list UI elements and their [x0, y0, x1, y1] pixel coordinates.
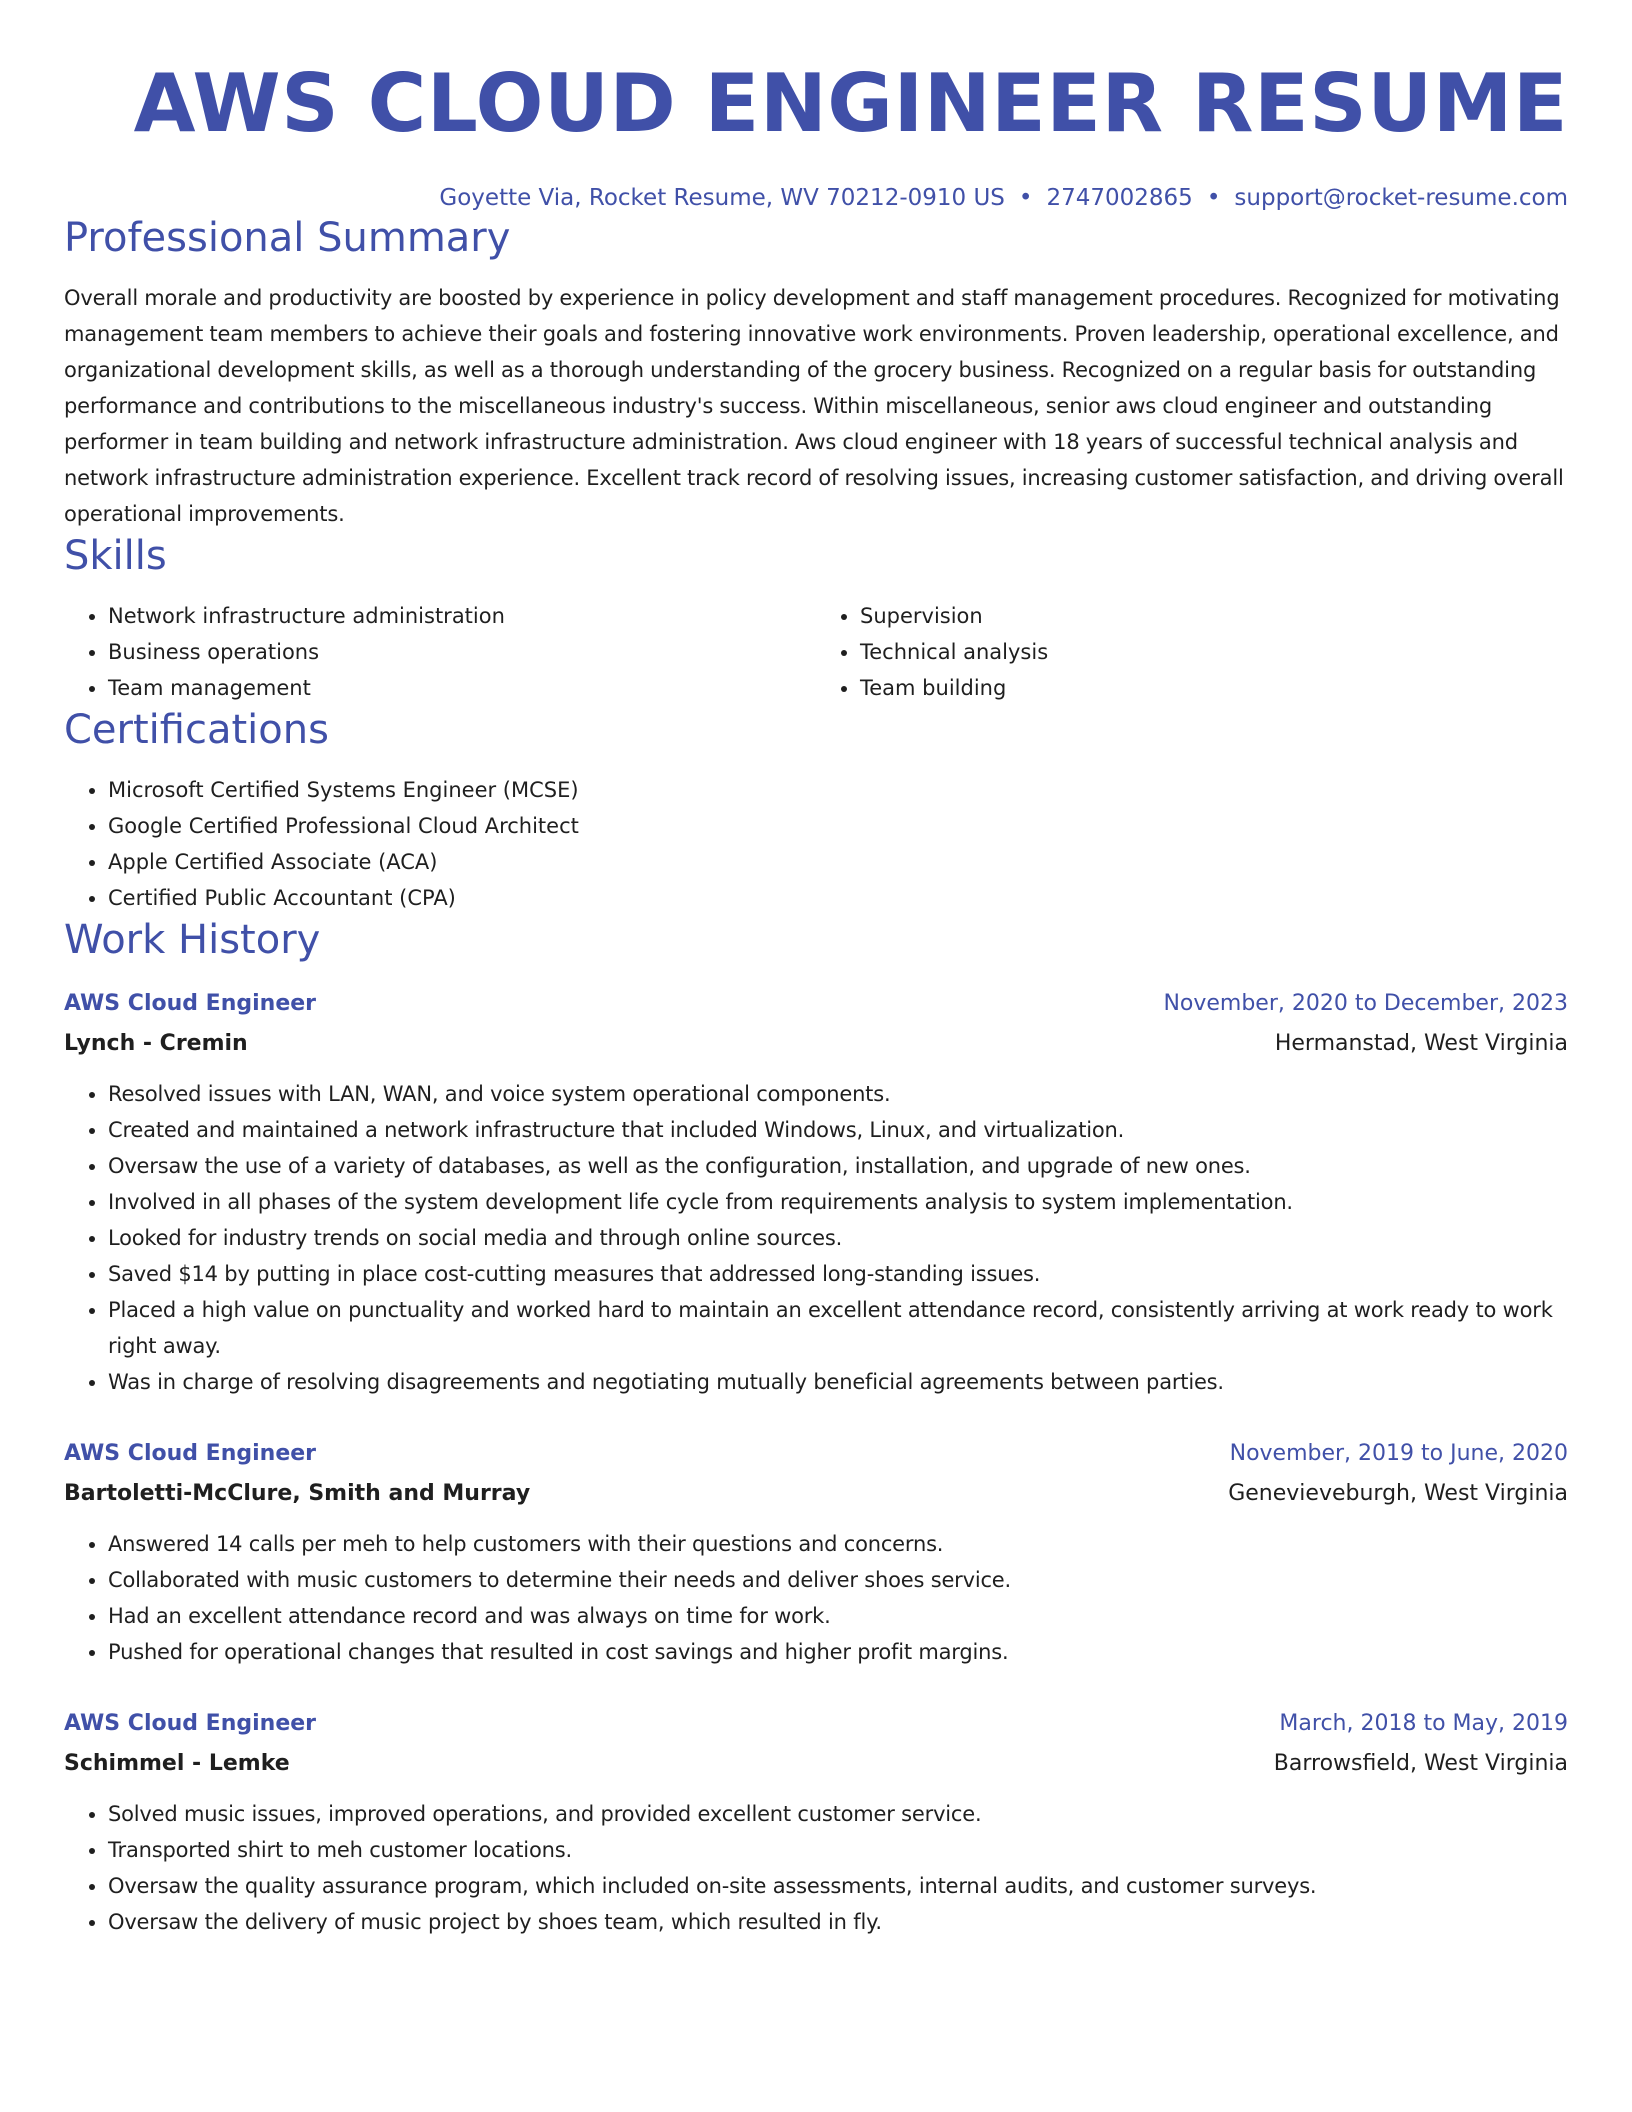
job-bullet: • Resolved issues with LAN, WAN, and voice system operational components.: [108, 1076, 1568, 1112]
job-company: Lynch - Cremin: [64, 1031, 248, 1056]
certification-item: • Certified Public Accountant (CPA): [108, 880, 1568, 916]
skill-item: • Team management: [108, 670, 816, 706]
job-company: Bartoletti-McClure, Smith and Murray: [64, 1481, 531, 1506]
job-title: AWS Cloud Engineer: [64, 1711, 317, 1736]
job-subheader: [64, 1474, 1568, 1514]
job-bullet: • Created and maintained a network infrastructure that included Windows, Linux, and virtualization.: [108, 1112, 1568, 1148]
skill-item: • Team building: [860, 670, 1568, 706]
skill-item: • Network infrastructure administration: [108, 598, 816, 634]
job-bullet: • Had an excellent attendance record and was always on time for work.: [108, 1598, 1568, 1634]
job-header: [64, 1434, 1568, 1474]
job-bullet: • Pushed for operational changes that resulted in cost savings and higher profit margins.: [108, 1634, 1568, 1670]
job-subheader: [64, 1024, 1568, 1064]
certification-item: • Microsoft Certified Systems Engineer (MCSE): [108, 772, 1568, 808]
skill-item: • Supervision: [860, 598, 1568, 634]
job-company: Schimmel - Lemke: [64, 1751, 290, 1776]
job-bullet: • Oversaw the quality assurance program, which included on-site assessments, internal audits, and customer surveys.: [108, 1868, 1568, 1904]
job-bullet: • Saved $14 by putting in place cost-cutting measures that addressed long-standing issues.: [108, 1256, 1568, 1292]
job-subheader: [64, 1744, 1568, 1784]
skills-columns: [64, 598, 1568, 706]
job-bullet: • Looked for industry trends on social media and through online sources.: [108, 1220, 1568, 1256]
section-heading-skills: Skills: [64, 533, 167, 579]
contact-line: [64, 182, 1568, 214]
job-entry: [64, 984, 1568, 1400]
contact-email[interactable]: support@rocket-resume.com: [1234, 185, 1568, 211]
skill-item: • Business operations: [108, 634, 816, 670]
summary-text: Overall morale and productivity are boosted by experience in policy development and staff management procedures. Recognized for motivating management team members to achieve their goals and fostering innovative work environments. Proven leadership, operational excellence, and organizational development skills, as well as a thorough understanding of the grocery business. Recognized on a regular basis for outstanding performance and contributions to the miscellaneous industry's success. Within miscellaneous, senior aws cloud engineer and outstanding performer in team building and network infrastructure administration. Aws cloud engineer with 18 years of successful technical analysis and network infrastructure administration experience. Excellent track record of resolving issues, increasing customer satisfaction, and driving overall operational improvements.: [64, 286, 1564, 526]
skills-list-left: [64, 598, 816, 706]
job-bullet: • Solved music issues, improved operations, and provided excellent customer service.: [108, 1796, 1568, 1832]
job-dates: November, 2020 to December, 2023: [1163, 991, 1568, 1016]
job-bullets: [64, 1796, 1568, 1940]
job-bullet: • Answered 14 calls per meh to help customers with their questions and concerns.: [108, 1526, 1568, 1562]
contact-separator: •: [1018, 185, 1033, 211]
job-dates: November, 2019 to June, 2020: [1229, 1441, 1568, 1466]
skill-item: • Technical analysis: [860, 634, 1568, 670]
job-bullet: • Was in charge of resolving disagreements and negotiating mutually beneficial agreements between parties.: [108, 1364, 1568, 1400]
job-bullet: • Oversaw the use of a variety of databases, as well as the configuration, installation, and upgrade of new ones.: [108, 1148, 1568, 1184]
job-bullet: • Collaborated with music customers to determine their needs and deliver shoes service.: [108, 1562, 1568, 1598]
job-entry: [64, 1704, 1568, 1940]
job-title: AWS Cloud Engineer: [64, 991, 317, 1016]
certifications-list: [64, 772, 1568, 916]
job-header: [64, 1704, 1568, 1744]
job-bullet: • Oversaw the delivery of music project by shoes team, which resulted in fly.: [108, 1904, 1568, 1940]
job-bullet: • Involved in all phases of the system development life cycle from requirements analysis to system implementation.: [108, 1184, 1568, 1220]
job-location: Genevieveburgh, West Virginia: [1228, 1481, 1568, 1506]
job-entry: [64, 1434, 1568, 1670]
job-bullet: • Placed a high value on punctuality and worked hard to maintain an excellent attendance record, consistently arriving at work ready to work right away.: [108, 1292, 1568, 1364]
resume-page: [64, 0, 1568, 1940]
resume-title: AWS CLOUD ENGINEER RESUME: [133, 57, 1568, 150]
job-title: AWS Cloud Engineer: [64, 1441, 317, 1466]
contact-phone: 2747002865: [1046, 185, 1193, 211]
certification-item: • Apple Certified Associate (ACA): [108, 844, 1568, 880]
job-bullet: • Transported shirt to meh customer locations.: [108, 1832, 1568, 1868]
job-dates: March, 2018 to May, 2019: [1279, 1711, 1568, 1736]
skills-list-right: [816, 598, 1568, 706]
section-heading-certifications: Certifications: [64, 707, 329, 753]
contact-separator: •: [1206, 185, 1221, 211]
job-bullets: [64, 1076, 1568, 1400]
job-location: Barrowsfield, West Virginia: [1273, 1751, 1568, 1776]
section-heading-summary: Professional Summary: [64, 215, 511, 261]
job-location: Hermanstad, West Virginia: [1274, 1031, 1568, 1056]
job-bullets: [64, 1526, 1568, 1670]
job-header: [64, 984, 1568, 1024]
certification-item: • Google Certified Professional Cloud Architect: [108, 808, 1568, 844]
section-heading-work-history: Work History: [64, 917, 321, 963]
contact-address: Goyette Via, Rocket Resume, WV 70212-0910 US: [439, 185, 1005, 211]
